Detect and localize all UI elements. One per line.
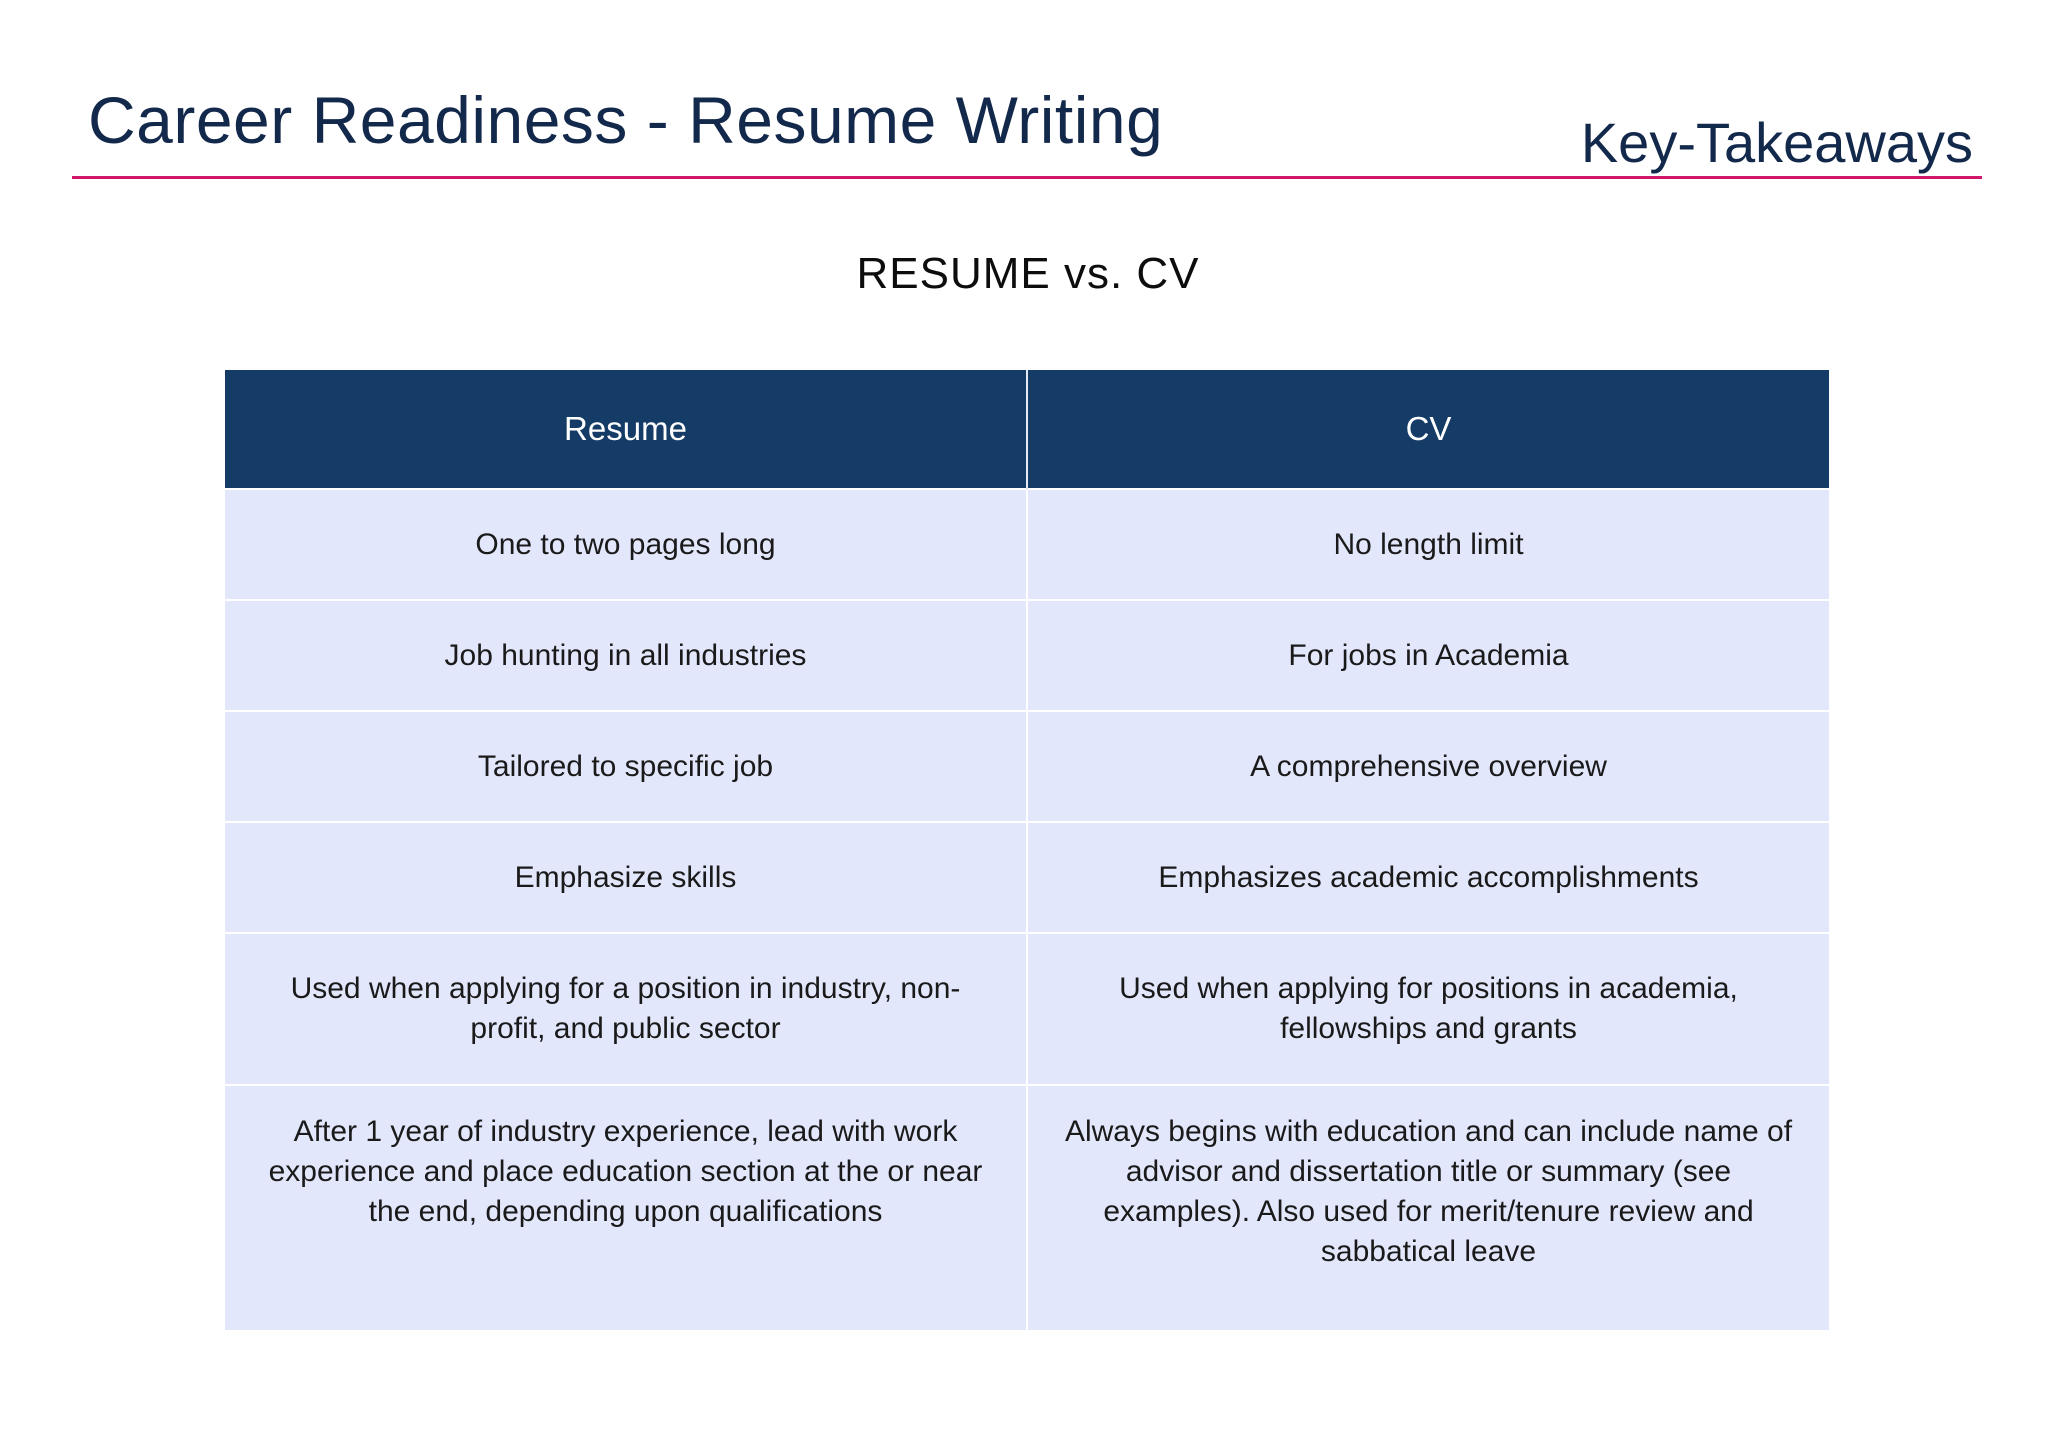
comparison-table <box>225 370 1829 1330</box>
resume-cell: Used when applying for a position in industry, non-profit, and public sector <box>225 933 1027 1085</box>
header-divider <box>72 176 1982 179</box>
cv-cell: No length limit <box>1027 489 1829 600</box>
page-title: Career Readiness - Resume Writing <box>88 83 1164 157</box>
table-row <box>225 933 1829 1085</box>
comparison-title: RESUME vs. CV <box>856 249 1200 298</box>
table-row <box>225 600 1829 711</box>
cv-cell: For jobs in Academia <box>1027 600 1829 711</box>
resume-cell: After 1 year of industry experience, lead with work experience and place education section at the or near the end, depending upon qualifications <box>225 1085 1027 1330</box>
section-tag: Key-Takeaways <box>1580 111 1973 174</box>
table-row <box>225 489 1829 600</box>
table-header-row <box>225 370 1829 489</box>
column-header-resume: Resume <box>225 370 1027 489</box>
cv-cell: A comprehensive overview <box>1027 711 1829 822</box>
cv-cell: Always begins with education and can include name of advisor and dissertation title or summary (see examples). Also used for merit/tenure review and sabbatical leave <box>1027 1085 1829 1330</box>
resume-cell: Emphasize skills <box>225 822 1027 933</box>
resume-cell: One to two pages long <box>225 489 1027 600</box>
resume-cell: Tailored to specific job <box>225 711 1027 822</box>
column-header-cv: CV <box>1027 370 1829 489</box>
cv-cell: Used when applying for positions in academia, fellowships and grants <box>1027 933 1829 1085</box>
cv-cell: Emphasizes academic accomplishments <box>1027 822 1829 933</box>
table-row <box>225 822 1829 933</box>
table-row <box>225 1085 1829 1330</box>
resume-cell: Job hunting in all industries <box>225 600 1027 711</box>
table-row <box>225 711 1829 822</box>
